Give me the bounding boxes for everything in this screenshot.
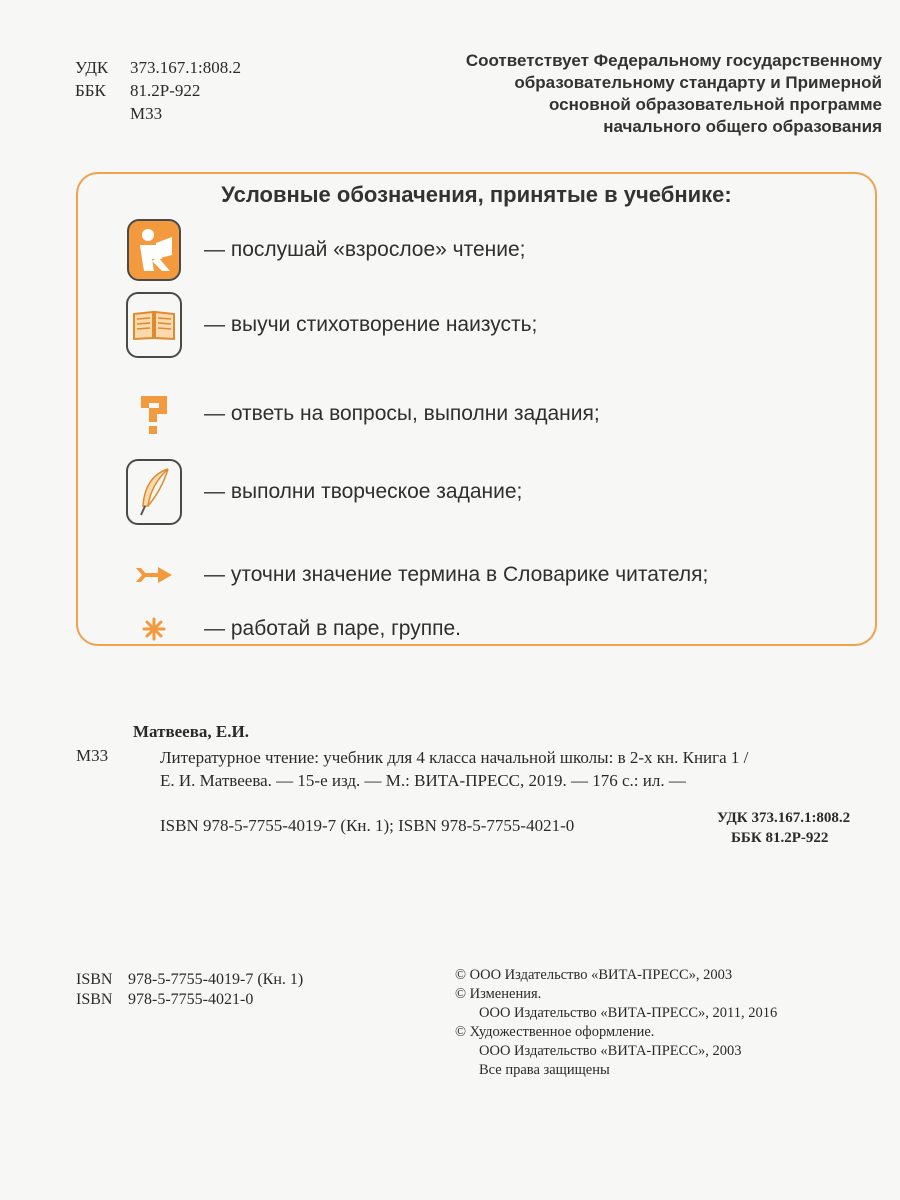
standard-line: основной образовательной программе <box>549 95 882 114</box>
bbk-label: ББК <box>75 81 106 100</box>
legend-item <box>126 547 708 603</box>
legend-text: — уточни значение термина в Словарике читателя; <box>204 563 709 586</box>
copyright-line: ООО Издательство «ВИТА-ПРЕСС», 2003 <box>479 1043 742 1059</box>
legend-item <box>126 297 537 353</box>
isbn-value: 978-5-7755-4021-0 <box>128 991 254 1008</box>
description-line: Е. И. Матвеева. — 15-е изд. — М.: ВИТА-ПРЕСС, 2019. — 176 с.: ил. — <box>160 771 686 790</box>
bbk-value: 81.2Р-922 <box>130 81 201 100</box>
author-code: М33 <box>76 746 109 765</box>
udk-line: УДК 373.167.1:808.2 <box>717 810 851 826</box>
bibliographic-description <box>160 746 840 792</box>
description-line: Литературное чтение: учебник для 4 класса начальной школы: в 2-х кн. Книга 1 / <box>160 748 749 767</box>
author-mark: М33 <box>130 104 163 123</box>
legend-text: — ответь на вопросы, выполни задания; <box>204 402 600 425</box>
legend-text: — выполни творческое задание; <box>204 480 523 503</box>
isbn-block <box>76 970 303 1010</box>
author-name: Матвеева, Е.И. <box>133 722 249 741</box>
isbn-row <box>76 990 303 1010</box>
standard-line: образовательному стандарту и Примерной <box>514 73 882 92</box>
isbn-line: ISBN 978-5-7755-4019-7 (Кн. 1); ISBN 978-5-7755-4021-0 <box>160 816 575 835</box>
udk-bbk-block <box>717 808 850 848</box>
isbn-row <box>76 970 303 990</box>
isbn-label: ISBN <box>76 971 113 988</box>
question-mark-icon <box>126 386 182 442</box>
legend-item <box>126 222 526 278</box>
copyright-line: © Изменения. <box>455 986 542 1002</box>
copyright-line: © Художественное оформление. <box>455 1024 655 1040</box>
copyright-line: ООО Издательство «ВИТА-ПРЕСС», 2011, 2016 <box>479 1005 778 1021</box>
legend-box <box>76 172 877 646</box>
arrow-icon <box>126 547 182 603</box>
asterisk-icon <box>126 601 182 657</box>
copyright-line: Все права защищены <box>479 1062 610 1078</box>
legend-title: Условные обозначения, принятые в учебнике: <box>221 182 732 207</box>
open-book-icon <box>126 292 182 358</box>
isbn-label: ISBN <box>76 991 113 1008</box>
copyright-block <box>455 966 777 1080</box>
copyright-line: © ООО Издательство «ВИТА-ПРЕСС», 2003 <box>455 967 733 983</box>
legend-text: — выучи стихотворение наизусть; <box>204 313 538 336</box>
reading-person-icon <box>127 219 181 281</box>
legend-text: — послушай «взрослое» чтение; <box>204 238 526 261</box>
feather-quill-icon <box>126 459 182 525</box>
legend-item <box>126 464 522 520</box>
standard-line: начального общего образования <box>603 117 882 136</box>
legend-item <box>126 386 600 442</box>
legend-item <box>126 601 461 657</box>
legend-text: — работай в паре, группе. <box>204 617 461 640</box>
classification-codes <box>75 56 241 125</box>
udk-label: УДК <box>75 58 109 77</box>
isbn-value: 978-5-7755-4019-7 (Кн. 1) <box>128 971 304 988</box>
standard-line: Соответствует Федеральному государственному <box>465 51 882 70</box>
udk-value: 373.167.1:808.2 <box>130 58 241 77</box>
standard-compliance <box>362 50 882 138</box>
bbk-line: ББК 81.2Р-922 <box>731 830 829 846</box>
